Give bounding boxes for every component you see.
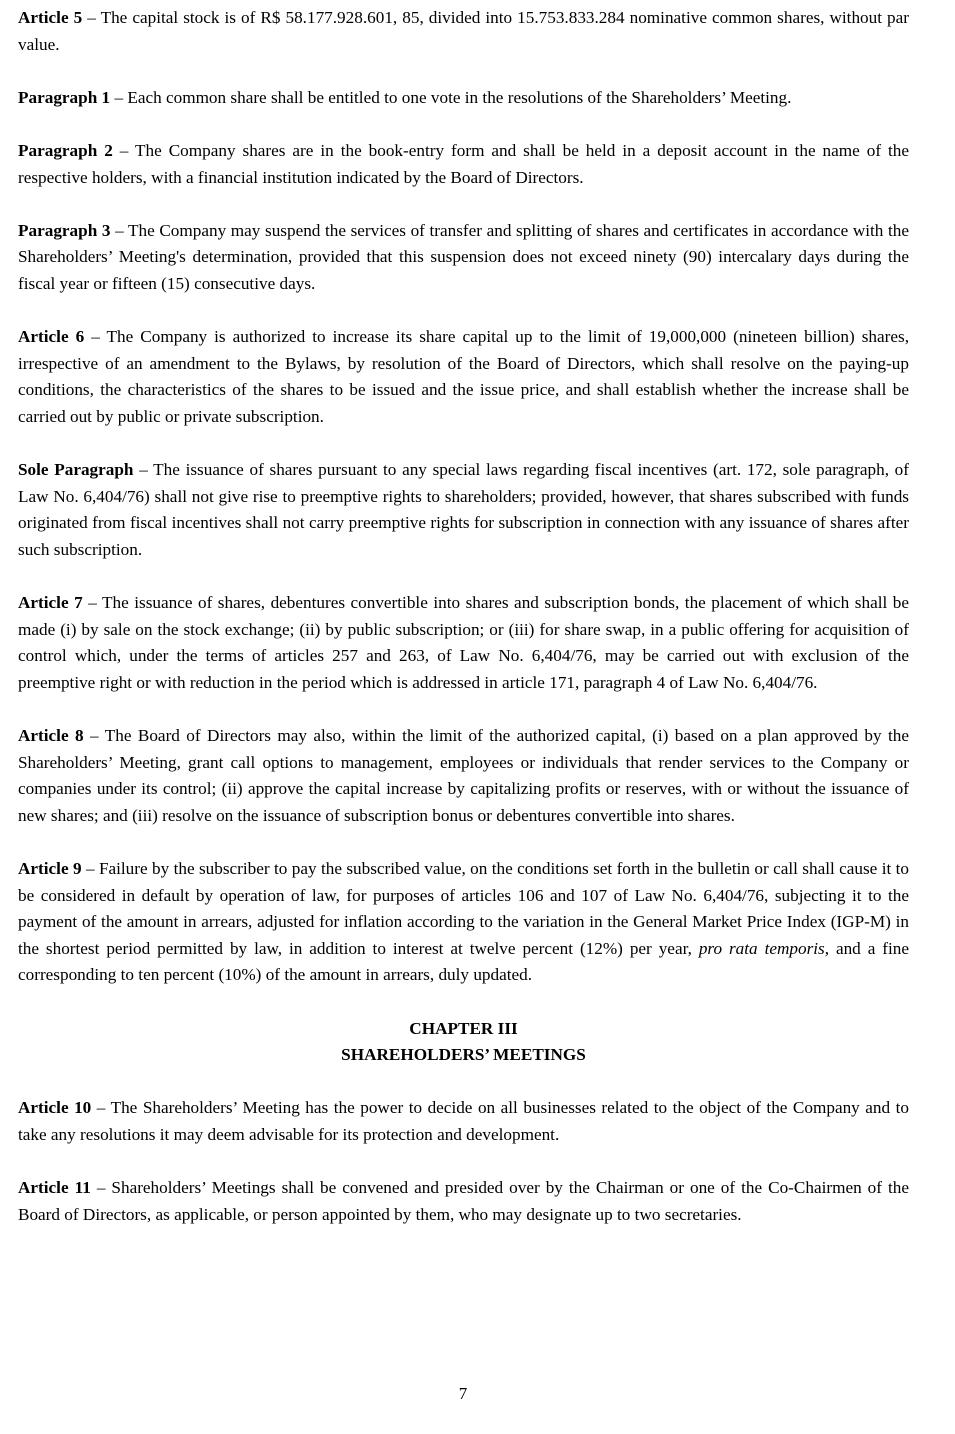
article-6 <box>18 324 909 430</box>
separator: – <box>81 859 99 878</box>
article-text: The Company shares are in the book-entry form and shall be held in a deposit account in the name of the respective holders, with a financial institution indicated by the Board of Directors. <box>18 140 910 187</box>
article-label: Article 10 <box>18 1098 92 1118</box>
article-text: Failure by the subscriber to pay the subscribed value, on the conditions set forth in the bulletin or call shall cause it to be considered in default by operation of law, for purposes of articles 106 and 107 of Law No. 6,404/76, subjecting it to the payment of the amount in arrears, adjusted for inflation according to the variation in the General Market Price Index (IGP-M) in the shortest period permitted by law, in addition to interest at twelve percent (12%) per year, <box>18 859 910 958</box>
article-text: The issuance of shares, debentures convertible into shares and subscription bonds, the placement of which shall be made (i) by sale on the stock exchange; (ii) by public subscription; or (iii) for share swap, in a public offering for acquisition of control which, under the terms of articles 257 and 263, of Law No. 6,404/76, may be carried out with exclusion of the preemptive right or with reduction in the period which is addressed in article 171, paragraph 4 of Law No. 6,404/76. <box>18 593 909 692</box>
article-label: Article 9 <box>18 859 82 878</box>
article-label: Article 11 <box>18 1178 91 1198</box>
article-10 <box>18 1095 909 1148</box>
article-text: Each common share shall be entitled to one vote in the resolutions of the Shareholders’ Meeting. <box>127 87 792 107</box>
article-text: The Board of Directors may also, within the limit of the authorized capital, (i) based on a plan approved by the Shareholders’ Meeting, grant call options to management, employees or individuals that render services to the Company or companies under its control; (ii) approve the capital increase by capitalizing profits or reserves, with or without the issuance of new shares; and (iii) resolve on the issuance of subscription bonus or debentures convertible into shares. <box>18 726 909 825</box>
article-text: The issuance of shares pursuant to any special laws regarding fiscal incentives (art. 172, sole paragraph, of Law No. 6,404/76) shall not give rise to preemptive rights to shareholders; provided, however, that shares subscribed with funds originated from fiscal incentives shall not carry preemptive rights for subscription in connection with any issuance of shares after such subscription. <box>18 460 909 559</box>
article-label: Paragraph 2 <box>18 140 113 160</box>
page-number: 7 <box>458 1384 468 1403</box>
separator: – <box>110 87 128 107</box>
article-text: The capital stock is of R$ 58.177.928.601, 85, divided into 15.753.833.284 nominative common shares, without par value. <box>18 8 909 54</box>
article-text: The Company is authorized to increase its share capital up to the limit of 19,000,000 (nineteen billion) shares, irrespective of an amendment to the Bylaws, by resolution of the Board of Directors, which shall resolve on the paying-up conditions, the characteristics of the shares to be issued and the issue price, and shall establish whether the increase shall be carried out by public or private subscription. <box>18 327 909 426</box>
separator: – <box>82 8 101 27</box>
paragraph-1 <box>18 85 909 112</box>
separator: – <box>112 140 136 160</box>
article-label: Paragraph 3 <box>18 220 111 240</box>
chapter-title: SHAREHOLDERS’ MEETINGS <box>341 1045 586 1065</box>
article-7 <box>18 590 909 696</box>
article-text: Shareholders’ Meetings shall be convened and presided over by the Chairman or one of the Co-Chairmen of the Board of Directors, as applicable, or person appointed by them, who may designate up to two secretaries. <box>18 1178 909 1224</box>
latin-term: pro rata temporis <box>698 938 825 958</box>
article-label: Article 5 <box>18 8 83 27</box>
sole-paragraph <box>18 457 909 563</box>
separator: – <box>83 726 105 746</box>
paragraph-3 <box>18 218 909 298</box>
separator: – <box>110 220 128 240</box>
separator: – <box>84 327 107 347</box>
article-8 <box>18 723 909 829</box>
article-9 <box>18 856 909 989</box>
separator: – <box>91 1098 111 1118</box>
article-11 <box>18 1175 909 1228</box>
article-label: Article 8 <box>18 726 84 746</box>
article-text: The Company may suspend the services of transfer and splitting of shares and certificates in accordance with the Shareholders’ Meeting's determination, provided that this suspension does not exceed ninety (90) intercalary days during the fiscal year or fifteen (15) consecutive days. <box>18 220 910 293</box>
article-label: Article 6 <box>18 327 85 347</box>
paragraph-2 <box>18 138 909 191</box>
article-text: The Shareholders’ Meeting has the power to decide on all businesses related to the object of the Company and to take any resolutions it may deem advisable for its protection and development. <box>18 1098 909 1144</box>
article-label: Article 7 <box>18 593 83 613</box>
separator: – <box>133 460 154 480</box>
article-label: Paragraph 1 <box>18 87 111 107</box>
chapter-number: CHAPTER III <box>409 1018 518 1038</box>
separator: – <box>82 593 102 613</box>
separator: – <box>90 1178 112 1198</box>
article-label: Sole Paragraph <box>18 460 134 480</box>
article-text-end: , and a fine corresponding to ten percent (10%) of the amount in arrears, duly updated. <box>18 938 909 985</box>
document-page <box>18 5 909 1255</box>
article-5 <box>18 5 909 58</box>
